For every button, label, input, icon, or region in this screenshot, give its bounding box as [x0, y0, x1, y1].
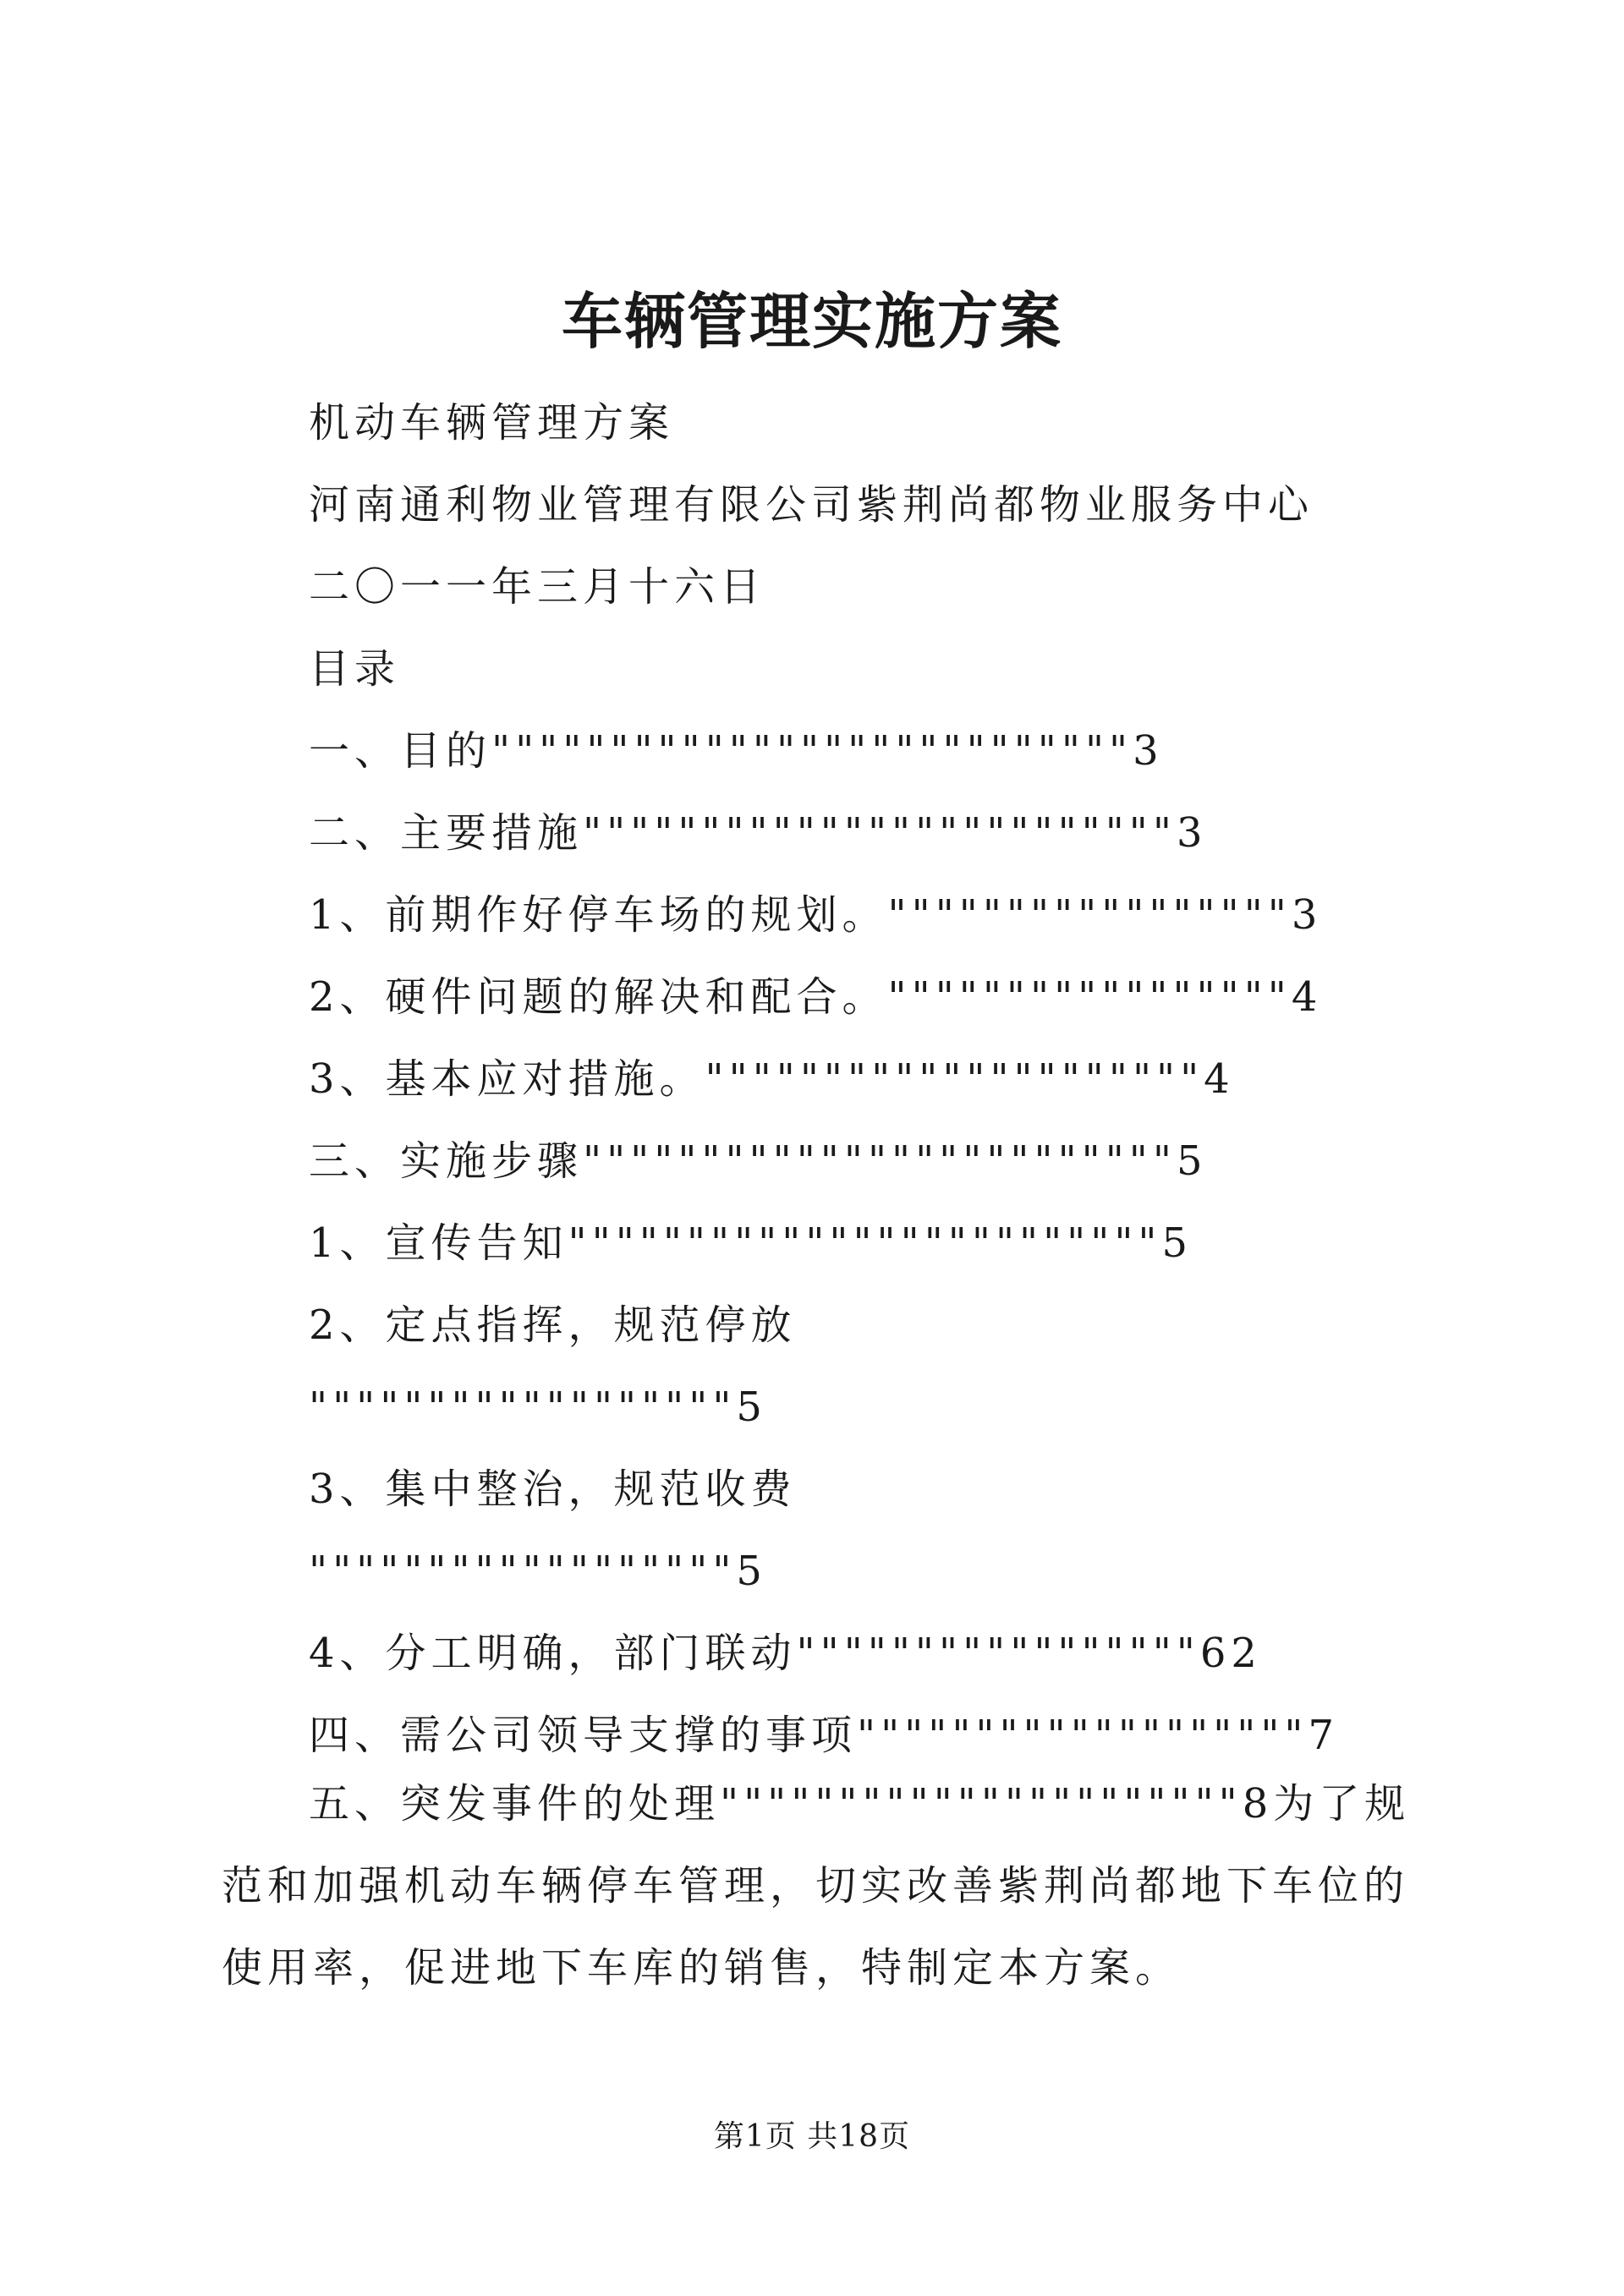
toc-item-continuation: """"""""""""""""""5 [309, 1548, 767, 1595]
toc-item: 一、目的"""""""""""""""""""""""""""3 [309, 727, 1164, 775]
toc-heading: 目录 [309, 645, 401, 693]
toc-item: 2、定点指挥，规范停放 [309, 1301, 797, 1349]
document-title: 车辆管理实施方案 [561, 285, 1062, 357]
toc-item: 四、需公司领导支撑的事项"""""""""""""""""""7 [309, 1712, 1340, 1759]
doc-line-date: 二〇一一年三月十六日 [309, 563, 766, 611]
toc-item: 3、基本应对措施。"""""""""""""""""""""4 [309, 1055, 1235, 1103]
body-paragraph: 五、突发事件的处理""""""""""""""""""""""8为了规范和加强机动车辆停车管理，切实改善紫荆尚都地下车位的使用率，促进地下车库的销售，特制定本方案。 [222, 1780, 1411, 1992]
doc-line-subtitle: 机动车辆管理方案 [309, 399, 675, 447]
toc-item-continuation: """"""""""""""""""5 [309, 1384, 767, 1431]
doc-line-company: 河南通利物业管理有限公司紫荆尚都物业服务中心 [309, 481, 1314, 529]
toc-item: 三、实施步骤"""""""""""""""""""""""""5 [309, 1137, 1208, 1185]
toc-item: 二、主要措施"""""""""""""""""""""""""3 [309, 809, 1208, 857]
toc-item: 3、集中整治，规范收费 [309, 1466, 797, 1513]
toc-item: 1、前期作好停车场的规划。"""""""""""""""""3 [309, 891, 1323, 939]
toc-item: 2、硬件问题的解决和配合。"""""""""""""""""4 [309, 973, 1323, 1021]
page-footer: 第1页 共18页 [713, 2119, 911, 2154]
toc-item: 4、分工明确，部门联动"""""""""""""""""62 [309, 1630, 1262, 1677]
toc-item: 1、宣传告知"""""""""""""""""""""""""5 [309, 1219, 1193, 1267]
